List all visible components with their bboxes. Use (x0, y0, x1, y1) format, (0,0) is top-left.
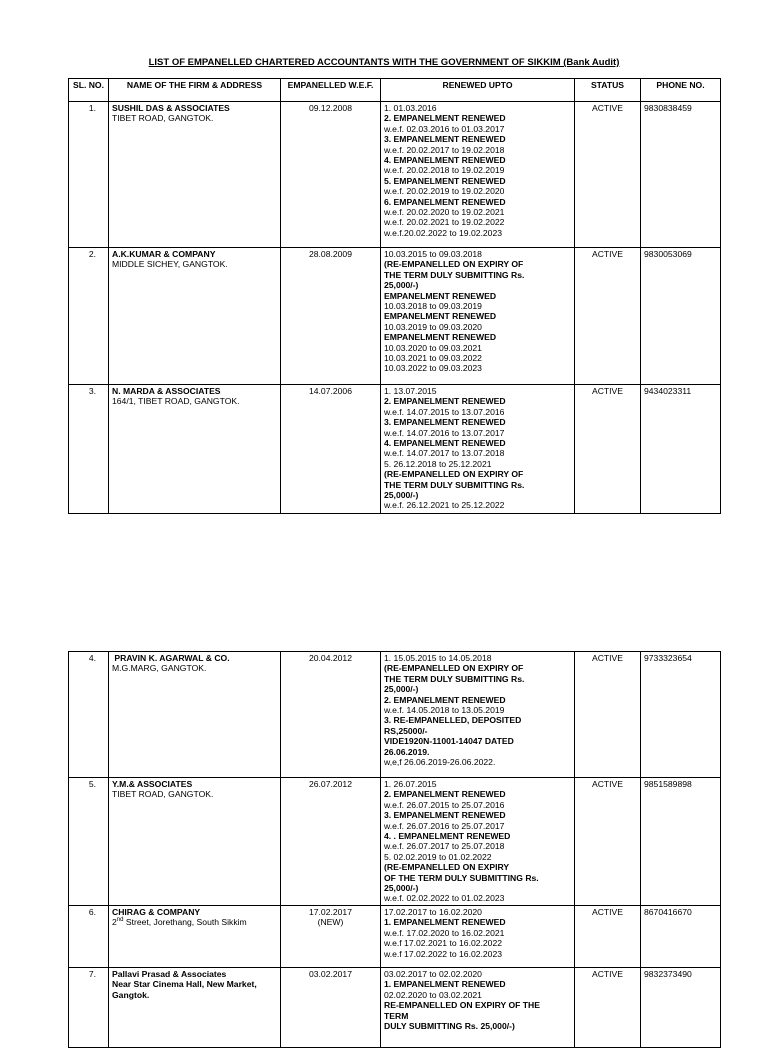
row-renewed-upto (381, 385, 575, 514)
row-firm (109, 778, 281, 906)
row-status: ACTIVE (575, 102, 641, 248)
row-renewed-upto (381, 905, 575, 967)
empanelled-table-page-1 (68, 78, 721, 514)
renewal-line: 4. EMPANELMENT RENEWED (384, 438, 506, 449)
firm-name: PRAVIN K. AGARWAL & CO. (112, 653, 230, 663)
renewal-line: w.e.f. 26.07.2017 to 25.07.2018 (384, 841, 505, 852)
firm-address: M.G.MARG, GANGTOK. (112, 663, 207, 674)
renewal-line: 02.02.2020 to 03.02.2021 (384, 989, 482, 1000)
row-phone: 9733323654 (641, 652, 721, 778)
renewal-line: THE TERM DULY SUBMITTING Rs. (384, 269, 525, 280)
row-status: ACTIVE (575, 967, 641, 1047)
address-rest: Street, Jorethang, South Sikkim (123, 917, 247, 928)
row-empanelled-date: 09.12.2008 (281, 102, 381, 248)
firm-name: A.K.KUMAR & COMPANY (112, 249, 216, 259)
renewal-line: 3. RE-EMPANELLED, DEPOSITED (384, 715, 522, 726)
row-status: ACTIVE (575, 652, 641, 778)
renewal-line: 5. 26.12.2018 to 25.12.2021 (384, 458, 492, 469)
renewal-line: (RE-EMPANELLED ON EXPIRY OF (384, 259, 524, 270)
row-sl-no: 7. (69, 967, 109, 1047)
new-note: (NEW) (317, 917, 344, 928)
renewal-line: 26.06.2019. (384, 746, 430, 757)
header-sl-no: SL. NO. (69, 79, 109, 102)
renewal-line: 6. EMPANELMENT RENEWED (384, 196, 506, 207)
header-renewed-upto: RENEWED UPTO (381, 79, 575, 102)
renewal-line: 25,000/-) (384, 490, 419, 501)
row-empanelled-date: 26.07.2012 (281, 778, 381, 906)
row-status: ACTIVE (575, 248, 641, 385)
row-firm (109, 385, 281, 514)
header-status: STATUS (575, 79, 641, 102)
row-sl-no: 5. (69, 778, 109, 906)
table-row (69, 102, 721, 248)
renewal-line: 03.02.2017 to 02.02.2020 (384, 968, 482, 979)
renewal-line: 25,000/-) (384, 883, 419, 894)
renewal-line: 25,000/-) (384, 280, 419, 291)
header-firm-name: NAME OF THE FIRM & ADDRESS (109, 79, 281, 102)
row-sl-no: 4. (69, 652, 109, 778)
row-firm (109, 248, 281, 385)
renewal-line: 10.03.2021 to 09.03.2022 (384, 353, 482, 364)
renewal-line: DULY SUBMITTING Rs. 25,000/-) (384, 1020, 515, 1031)
renewal-line: w.e.f 17.02.2022 to 16.02.2023 (384, 948, 503, 959)
renewal-line: w.e.f. 02.02.2022 to 01.02.2023 (384, 893, 505, 904)
table-row (69, 778, 721, 906)
renewal-line: w.e.f.20.02.2022 to 19.02.2023 (384, 227, 503, 238)
row-phone: 9851589898 (641, 778, 721, 906)
renewal-line: EMPANELMENT RENEWED (384, 311, 497, 322)
firm-address: TIBET ROAD, GANGTOK. (112, 789, 214, 800)
row-sl-no: 2. (69, 248, 109, 385)
renewal-line: 10.03.2019 to 09.03.2020 (384, 321, 482, 332)
firm-address: Gangtok. (112, 989, 150, 1000)
address-ordinal: 2 (112, 917, 117, 928)
table-row (69, 905, 721, 967)
renewal-line: w.e.f. 14.07.2015 to 13.07.2016 (384, 406, 505, 417)
header-empanelled-wef: EMPANELLED W.E.F. (281, 79, 381, 102)
renewal-line: OF THE TERM DULY SUBMITTING Rs. (384, 872, 539, 883)
document-title: LIST OF EMPANELLED CHARTERED ACCOUNTANTS WITH THE GOVERNMENT OF SIKKIM (Bank Audit) (148, 57, 620, 68)
row-renewed-upto (381, 102, 575, 248)
renewal-line: THE TERM DULY SUBMITTING Rs. (384, 479, 525, 490)
row-phone: 9832373490 (641, 967, 721, 1047)
renewal-line: w.e.f. 20.02.2019 to 19.02.2020 (384, 186, 505, 197)
renewal-line: 2. EMPANELMENT RENEWED (384, 694, 506, 705)
row-firm (109, 652, 281, 778)
row-empanelled-date: 28.08.2009 (281, 248, 381, 385)
renewal-line: w.e.f. 26.07.2015 to 25.07.2016 (384, 799, 505, 810)
row-status: ACTIVE (575, 778, 641, 906)
empanelled-date: 17.02.2017 (308, 906, 352, 917)
firm-name: Y.M.& ASSOCIATES (112, 779, 193, 789)
renewal-line: w.e.f. 20.02.2018 to 19.02.2019 (384, 165, 505, 176)
renewal-line: (RE-EMPANELLED ON EXPIRY (384, 862, 510, 873)
renewal-line: w.e.f. 26.12.2021 to 25.12.2022 (384, 500, 505, 511)
renewal-line: w.e.f. 17.02.2020 to 16.02.2021 (384, 927, 505, 938)
row-status: ACTIVE (575, 905, 641, 967)
row-empanelled-date: 20.04.2012 (281, 652, 381, 778)
renewal-line: 5. 02.02.2019 to 01.02.2022 (384, 851, 492, 862)
firm-address: 164/1, TIBET ROAD, GANGTOK. (112, 396, 240, 407)
renewal-line: (RE-EMPANELLED ON EXPIRY OF (384, 469, 524, 480)
renewal-line: 10.03.2015 to 09.03.2018 (384, 249, 482, 259)
firm-address (112, 917, 277, 927)
row-firm (109, 967, 281, 1047)
renewal-line: 1. 13.07.2015 (384, 386, 437, 396)
renewal-line: 1. 26.07.2015 (384, 779, 437, 789)
renewal-line: w.e.f. 14.07.2016 to 13.07.2017 (384, 427, 505, 438)
row-renewed-upto (381, 967, 575, 1047)
renewal-line: 1. EMPANELMENT RENEWED (384, 979, 506, 990)
empanelled-table-page-2 (68, 651, 721, 1048)
firm-name: Pallavi Prasad & Associates (112, 968, 227, 979)
renewal-line: w.e.f. 20.02.2020 to 19.02.2021 (384, 207, 505, 218)
renewal-line: 4. EMPANELMENT RENEWED (384, 155, 506, 166)
renewal-line: RE-EMPANELLED ON EXPIRY OF THE (384, 1000, 540, 1011)
firm-address: MIDDLE SICHEY, GANGTOK. (112, 259, 228, 270)
row-phone: 9830053069 (641, 248, 721, 385)
renewal-line: EMPANELMENT RENEWED (384, 332, 497, 343)
renewal-line: 10.03.2022 to 09.03.2023 (384, 363, 482, 374)
row-empanelled-date: 14.07.2006 (281, 385, 381, 514)
row-empanelled-date (281, 905, 381, 967)
renewal-line: 1. 15.05.2015 to 14.05.2018 (384, 653, 492, 663)
renewal-line: 5. EMPANELMENT RENEWED (384, 175, 506, 186)
renewal-line: 1. EMPANELMENT RENEWED (384, 917, 506, 928)
renewal-line: TERM (384, 1010, 409, 1021)
row-renewed-upto (381, 248, 575, 385)
row-empanelled-date: 03.02.2017 (281, 967, 381, 1047)
row-status: ACTIVE (575, 385, 641, 514)
renewal-line: 10.03.2020 to 09.03.2021 (384, 342, 482, 353)
header-phone: PHONE NO. (641, 79, 721, 102)
renewal-line: 3. EMPANELMENT RENEWED (384, 810, 506, 821)
row-sl-no: 3. (69, 385, 109, 514)
row-sl-no: 1. (69, 102, 109, 248)
renewal-line: 17.02.2017 to 16.02.2020 (384, 906, 482, 917)
renewal-line: w.e.f. 14.05.2018 to 13.05.2019 (384, 705, 505, 716)
renewal-line: 10.03.2018 to 09.03.2019 (384, 301, 482, 312)
row-phone: 8670416670 (641, 905, 721, 967)
row-renewed-upto (381, 778, 575, 906)
table-row (69, 967, 721, 1047)
renewal-line: w.e.f. 26.07.2016 to 25.07.2017 (384, 820, 505, 831)
renewal-line: THE TERM DULY SUBMITTING Rs. (384, 673, 525, 684)
renewal-line: RS,25000/- (384, 725, 428, 736)
renewal-line: 2. EMPANELMENT RENEWED (384, 789, 506, 800)
firm-address: TIBET ROAD, GANGTOK. (112, 113, 214, 124)
row-firm (109, 905, 281, 967)
renewal-line: w.e.f. 14.07.2017 to 13.07.2018 (384, 448, 505, 459)
renewal-line: 2. EMPANELMENT RENEWED (384, 113, 506, 124)
table-header-row (69, 79, 721, 102)
renewal-line: w.e.f. 20.02.2017 to 19.02.2018 (384, 144, 505, 155)
renewal-line: 4. . EMPANELMENT RENEWED (384, 831, 511, 842)
firm-name: N. MARDA & ASSOCIATES (112, 386, 221, 396)
renewal-line: 2. EMPANELMENT RENEWED (384, 396, 506, 407)
renewal-line: EMPANELMENT RENEWED (384, 290, 497, 301)
firm-name: CHIRAG & COMPANY (112, 906, 201, 917)
row-phone: 9434023311 (641, 385, 721, 514)
renewal-line: w.e.f. 02.03.2016 to 01.03.2017 (384, 123, 505, 134)
renewal-line: 3. EMPANELMENT RENEWED (384, 134, 506, 145)
row-phone: 9830838459 (641, 102, 721, 248)
renewal-line: w.e.f 17.02.2021 to 16.02.2022 (384, 938, 503, 949)
renewal-line: 3. EMPANELMENT RENEWED (384, 417, 506, 428)
renewal-line: VIDE1920N-11001-14047 DATED (384, 736, 514, 747)
renewal-line: (RE-EMPANELLED ON EXPIRY OF (384, 663, 524, 674)
row-firm (109, 102, 281, 248)
firm-name: SUSHIL DAS & ASSOCIATES (112, 103, 230, 113)
address-superscript: nd (116, 917, 124, 924)
table-row (69, 652, 721, 778)
row-renewed-upto (381, 652, 575, 778)
renewal-line: w.e.f. 20.02.2021 to 19.02.2022 (384, 217, 505, 228)
table-row (69, 248, 721, 385)
table-row (69, 385, 721, 514)
renewal-line: 1. 01.03.2016 (384, 103, 437, 113)
row-sl-no: 6. (69, 905, 109, 967)
firm-address: Near Star Cinema Hall, New Market, (112, 979, 257, 990)
renewal-line: w,e,f 26.06.2019-26.06.2022. (384, 757, 496, 768)
renewal-line: 25,000/-) (384, 684, 419, 695)
